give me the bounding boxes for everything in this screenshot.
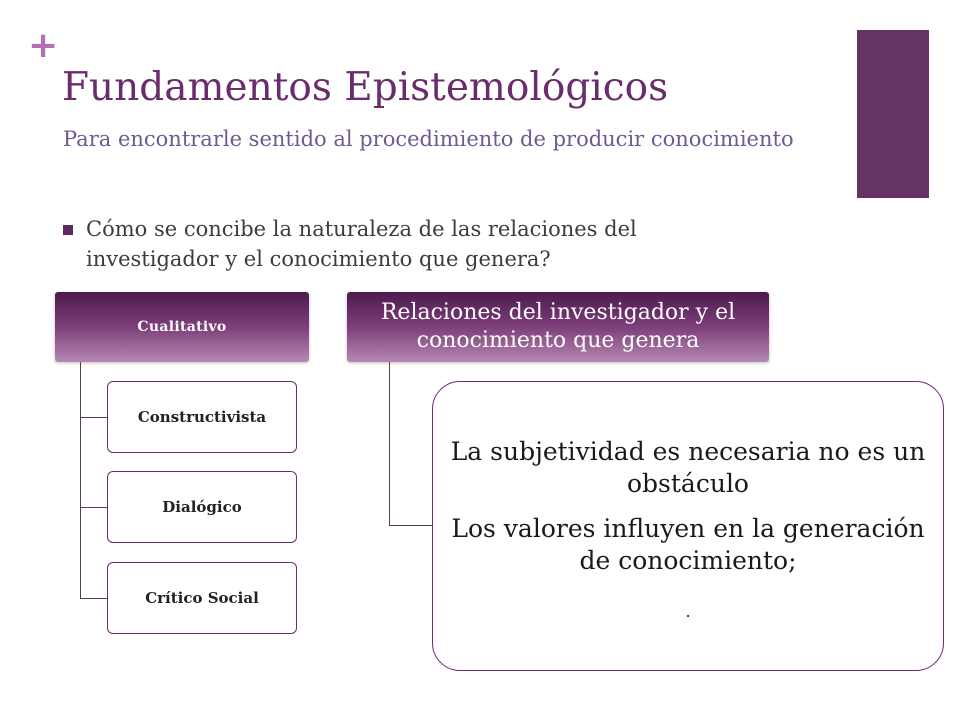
connector-line — [389, 362, 433, 526]
page-title: Fundamentos Epistemológicos — [62, 65, 669, 110]
plus-icon: + — [28, 25, 59, 66]
accent-bar — [857, 30, 929, 198]
relaciones-header: Relaciones del investigador y el conocimiento que genera — [347, 292, 769, 362]
cualitativo-header: Cualitativo — [55, 292, 309, 362]
subtitle: Para encontrarle sentido al procedimiento de producir conocimiento — [63, 127, 794, 151]
connector-line — [80, 362, 108, 599]
square-bullet-icon — [63, 225, 73, 235]
subjetividad-text: La subjetividad es necesaria no es un obstáculo — [450, 437, 926, 498]
critico-social-box: Crítico Social — [107, 562, 297, 634]
dialogico-box: Dialógico — [107, 471, 297, 543]
bullet-text: Cómo se concibe la naturaleza de las relaciones del investigador y el conocimiento que genera? — [86, 217, 637, 271]
trailing-dot: . — [685, 602, 691, 621]
valores-text: Los valores influyen en la generación de conocimiento; — [451, 514, 925, 575]
constructivista-box: Constructivista — [107, 381, 297, 453]
content-box — [432, 381, 944, 671]
